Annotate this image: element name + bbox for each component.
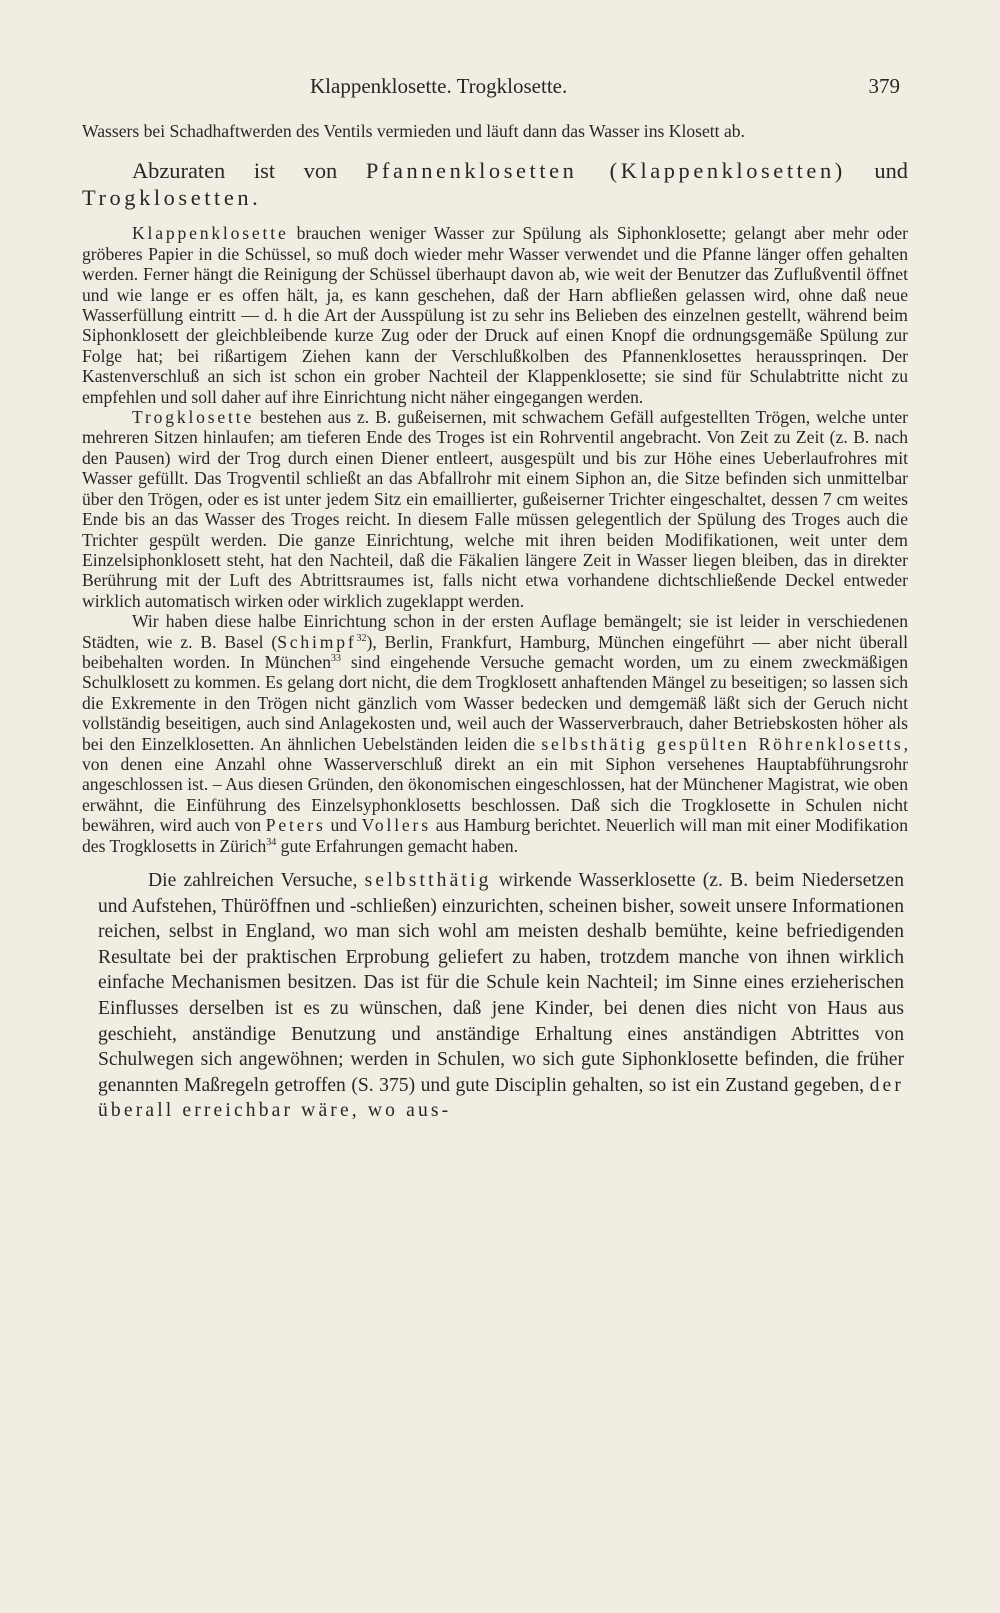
running-title: Klappenklosette. Trogklosette. <box>310 74 568 98</box>
paragraph-text: aus Hamburg berichtet. Neuerlich will man mit einer Modifikation des Trogklosetts in Zürich <box>82 815 908 856</box>
paragraph-versuche <box>82 611 908 856</box>
paragraph-continuation: Wassers bei Schadhaftwerden des Ventils vermieden und läuft dann das Wasser ins Klosett ab. <box>82 121 745 141</box>
paragraph-text: brauchen weniger Wasser zur Spülung als Siphonklosette; gelangt aber mehr oder gröberes Papier in die Schüssel, so muß doch wieder mehr Wasser verwendet und die Pfanne länger offen gehalten werden. Ferner hängt die Reinigung der Schüssel überhaupt davon ab, wie weit der Benutzer das Zuflußventil öffnet und wie lange er es offen hält, ja, es kann geschehen, daß der Harn abfließen gelassen wird, ohne daß neue Wasserfüllung eintritt — d. h die Art der Ausspülung ist zu sehr ins Belieben des einzelnen gestellt, während beim Siphonklosett der gleichbleibende kurze Zug oder der Druck auf einen Knopf die ordnungsgemäße Spülung zur Folge hat; bei rißartigem Ziehen kann der Verschlußkolben des Pfannenklosettes heraussprinqen. Der Kastenverschluß an sich ist schon ein grober Nachteil der Klappenklosette; sie sind für Schulabtritte nicht zu empfehlen und soll daher auf ihre Einrichtung nicht näher eingegangen werden. <box>82 223 908 407</box>
spaced-term-roehrenklosetts: selbsthätig gespülten Röhrenklosetts <box>541 733 904 754</box>
spaced-name-peters: Peters <box>265 815 326 836</box>
paragraph-text: Die zahlreichen Versuche, <box>148 870 365 891</box>
running-header <box>82 74 908 99</box>
heading-spaced-term-1: Pfannenklosetten (Klappenklosetten) <box>365 158 846 184</box>
footnote-ref-33: 33 <box>331 653 342 665</box>
paragraph-text: gute Erfahrungen gemacht haben. <box>276 835 519 856</box>
spaced-name-schimpf: Schimpf <box>277 631 357 652</box>
spaced-term-trogklosette: Trogklosette <box>132 407 255 428</box>
heading-text-c: und <box>845 158 908 184</box>
heading-text-a: Abzuraten ist von <box>132 158 366 184</box>
paragraph-text: ), Berlin, Frankfurt, Hamburg, München eingeführt — aber nicht überall beibehalten worden. In München <box>82 631 908 672</box>
paragraph-text: wirkende Wasserklosette (z. B. beim Niedersetzen und Aufstehen, Thüröffnen und -schließen) einzurichten, scheinen bisher, soweit unsere Informationen reichen, selbst in England, wo man sich wohl am meisten deshalb bemühte, keine befriedigenden Resultate bei der praktischen Erprobung geliefert zu haben, trotzdem manche von ihnen wirklich einfache Mechanismen besitzen. Das ist für die Schule kein Nachteil; im Sinne eines erzieherischen Einflusses derselben ist es zu wünschen, daß jene Kinder, bei denen dies nicht von Haus aus geschieht, anständige Benutzung und anständige Erhaltung eines anständigen Abtrittes von Schulwegen sich angewöhnen; werden in Schulen, wo sich gute Siphonklosette befinden, die früher genannten Maßregeln getroffen (S. 375) und gute Disciplin gehalten, so ist ein Zustand gegeben, <box>98 870 904 1096</box>
paragraph-text: bestehen aus z. B. gußeisernen, mit schwachem Gefäll aufgestellten Trögen, welche unter mehreren Sitzen hinlaufen; am tieferen Ende des Troges ist ein Rohrventil angebracht. Von Zeit zu Zeit (z. B. nach den Pausen) wird der Trog durch einen Diener entleert, ausgespült und bis zur Höhe eines Ueberlaufrohres mit Wasser gefüllt. Das Trogventil schließt an das Abfallrohr mit einem Siphon an, die Sitze befinden sich unmittelbar über den Trögen, oder es ist unter jedem Sitz ein emaillierter, gußeiserner Trichter eingeschaltet, dessen 7 cm weites Ende bis an das Wasser des Troges reicht. In diesem Falle müssen gelegentlich der Spülung des Troges auch die Trichter gespült werden. Die ganze Einrichtung, welche mit ihren beiden Modifikationen, weit unter dem Einzelsiphonklosett steht, hat den Nachteil, daß die Fäkalien längere Zeit in Wasser liegen bleiben, das in direkter Berührung mit der Luft des Abtrittsraumes ist, falls nicht etwa vorhandene dichtschließende Deckel entweder wirklich automatisch wirken oder wirklich zugeklappt werden. <box>82 407 908 611</box>
paragraph-selbstthaetig <box>98 868 904 1124</box>
paragraph-gap <box>82 856 908 868</box>
paragraph-text: und <box>325 815 362 836</box>
paragraph-trogklosette <box>82 407 908 611</box>
footnote-ref-34: 34 <box>266 836 277 848</box>
paragraph-text: , von denen eine Anzahl ohne Wasserverschluß direkt an ein mit Siphon versehenes Hauptabführungsrohr angeschlossen ist. – Aus diesen Gründen, den ökonomischen eingeschlossen, hat der Münchener Magistrat, wie oben erwähnt, die Einführung des Einzelsyphonklosetts beschlossen. Daß sich die Trogklosette in Schulen nicht bewähren, wird auch von <box>82 733 908 836</box>
spaced-name-vollers: Vollers <box>361 815 431 836</box>
page-number: 379 <box>868 74 900 98</box>
spaced-phrase-ueberall: der überall erreichbar wäre, wo aus- <box>98 1074 904 1122</box>
paragraph-klappenklosette <box>82 223 908 407</box>
paragraph-text: sind eingehende Versuche gemacht worden, um zu einem zweckmäßigen Schulklosett zu kommen. Es gelang dort nicht, die dem Trogklosett anhaftenden Mängel zu beseitigen; so lassen sich die Exkremente in den Trögen nicht gänzlich vom Wasser bedecken und demgemäß läßt sich der Geruch nicht vollständig beseitigen, auch sind Anlagekosten und, weil auch der Wasserverbrauch, daher Betriebskosten höher als bei den Einzelklosetten. An ähnlichen Uebelständen leiden die <box>82 651 908 754</box>
heading-spaced-term-2: Trogklosetten. <box>82 185 262 211</box>
spaced-term-klappenklosette: Klappenklosette <box>132 223 289 244</box>
section-heading <box>82 157 908 211</box>
footnote-ref-32: 32 <box>356 632 367 644</box>
spaced-term-selbstthaetig: selbstthätig <box>364 870 492 891</box>
paragraph-text: Wir haben diese halbe Einrichtung schon in der ersten Auflage bemängelt; sie ist leider in verschiedenen Städten, wie z. B. Basel ( <box>82 611 908 652</box>
